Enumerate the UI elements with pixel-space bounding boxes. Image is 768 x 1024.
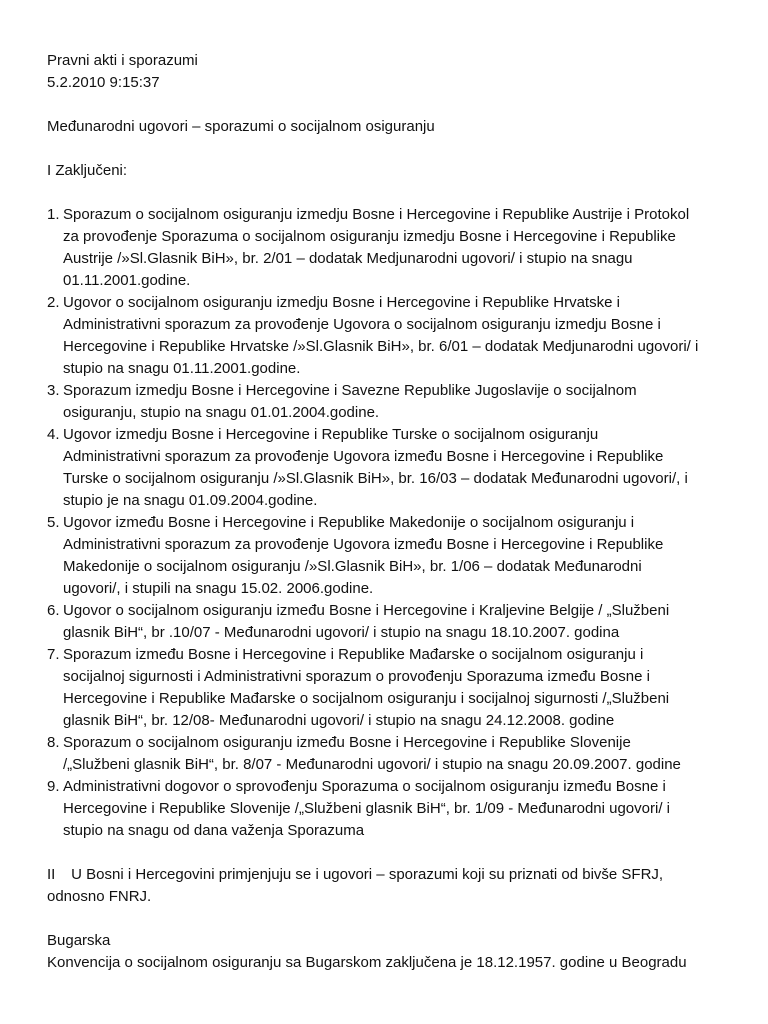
treaty-item-line: Sporazum između Bosne i Hercegovine i Republike Mađarske o socijalnom osiguranju i bbox=[63, 646, 644, 663]
treaty-item-number: 7. bbox=[47, 646, 60, 663]
treaty-item-line: Sporazum izmedju Bosne i Hercegovine i Savezne Republike Jugoslavije o socijalnom bbox=[63, 382, 637, 399]
treaty-item-number: 9. bbox=[47, 778, 60, 795]
treaty-item-line: Makedonije o socijalnom osiguranju /»Sl.Glasnik BiH», br. 1/06 – dodatak Međunarodni bbox=[63, 558, 642, 575]
section-recognized-text-line2: odnosno FNRJ. bbox=[47, 888, 152, 905]
treaty-item bbox=[47, 776, 737, 842]
treaty-item bbox=[47, 644, 737, 732]
treaty-item-number: 6. bbox=[47, 602, 60, 619]
document-datetime: 5.2.2010 9:15:37 bbox=[47, 74, 160, 91]
treaty-item-line: Ugovor izmedju Bosne i Hercegovine i Republike Turske o socijalnom osiguranju bbox=[63, 426, 599, 443]
treaty-item-line: Administrativni dogovor o sprovođenju Sporazuma o socijalnom osiguranju između Bosne i bbox=[63, 778, 666, 795]
treaty-item-line: glasnik BiH“, br. 12/08- Međunarodni ugovori/ i stupio na snagu 24.12.2008. godine bbox=[63, 712, 615, 729]
treaty-item bbox=[47, 292, 737, 380]
treaty-item-text bbox=[63, 732, 737, 776]
treaty-item-text bbox=[63, 776, 737, 842]
treaty-item-line: stupio na snagu od dana važenja Sporazuma bbox=[63, 822, 365, 839]
treaty-item-line: Administrativni sporazum za provođenje Ugovora između Bosne i Hercegovine i Republike bbox=[63, 536, 664, 553]
treaty-item-line: Ugovor između Bosne i Hercegovine i Republike Makedonije o socijalnom osiguranju i bbox=[63, 514, 635, 531]
treaty-list bbox=[47, 204, 737, 842]
section-recognized-text-line1: U Bosni i Hercegovini primjenjuju se i ugovori – sporazumi koji su priznati od bivše SFRJ, bbox=[71, 866, 664, 883]
treaty-item-line: Austrije /»Sl.Glasnik BiH», br. 2/01 – dodatak Medjunarodni ugovori/ i stupio na snagu bbox=[63, 250, 633, 267]
document-title: Međunarodni ugovori – sporazumi o socijalnom osiguranju bbox=[47, 118, 435, 135]
document-page bbox=[47, 50, 737, 974]
treaty-item-line: Administrativni sporazum za provođenje Ugovora o socijalnom osiguranju izmedju Bosne i bbox=[63, 316, 661, 333]
treaty-item-number: 4. bbox=[47, 426, 60, 443]
treaty-item-line: Sporazum o socijalnom osiguranju izmedju Bosne i Hercegovine i Republike Austrije i Protokol bbox=[63, 206, 690, 223]
treaty-item bbox=[47, 424, 737, 512]
treaty-item bbox=[47, 512, 737, 600]
country-heading: Bugarska bbox=[47, 932, 111, 949]
treaty-item-line: Hercegovine i Republike Hrvatske /»Sl.Glasnik BiH», br. 6/01 – dodatak Medjunarodni ugovori/ i bbox=[63, 338, 699, 355]
treaty-item-line: stupio na snagu 01.11.2001.godine. bbox=[63, 360, 301, 377]
treaty-item-line: glasnik BiH“, br .10/07 - Međunarodni ugovori/ i stupio na snagu 18.10.2007. godina bbox=[63, 624, 620, 641]
treaty-item-text bbox=[63, 512, 737, 600]
country-convention-text: Konvencija o socijalnom osiguranju sa Bugarskom zaključena je 18.12.1957. godine u Beogradu bbox=[47, 954, 687, 971]
treaty-item-number: 2. bbox=[47, 294, 60, 311]
treaty-item-text bbox=[63, 600, 737, 644]
treaty-item-line: Ugovor o socijalnom osiguranju između Bosne i Hercegovine i Kraljevine Belgije / „Službeni bbox=[63, 602, 670, 619]
spacer bbox=[47, 138, 737, 160]
section-heading-concluded: I Zaključeni: bbox=[47, 162, 128, 179]
treaty-item-line: Hercegovine i Republike Slovenije /„Službeni glasnik BiH“, br. 1/09 - Međunarodni ugovori/ i bbox=[63, 800, 670, 817]
spacer bbox=[47, 908, 737, 930]
document-category: Pravni akti i sporazumi bbox=[47, 52, 198, 69]
treaty-item-line: Sporazum o socijalnom osiguranju između Bosne i Hercegovine i Republike Slovenije bbox=[63, 734, 631, 751]
treaty-item-text bbox=[63, 292, 737, 380]
treaty-item bbox=[47, 204, 737, 292]
treaty-item-line: /„Službeni glasnik BiH“, br. 8/07 - Međunarodni ugovori/ i stupio na snagu 20.09.2007. godine bbox=[63, 756, 681, 773]
spacer bbox=[47, 182, 737, 204]
treaty-item-number: 8. bbox=[47, 734, 60, 751]
treaty-item-line: Ugovor o socijalnom osiguranju izmedju Bosne i Hercegovine i Republike Hrvatske i bbox=[63, 294, 620, 311]
treaty-item-line: 01.11.2001.godine. bbox=[63, 272, 191, 289]
treaty-item-line: socijalnoj sigurnosti i Administrativni sporazum o provođenju Sporazuma između Bosne i bbox=[63, 668, 650, 685]
treaty-item-line: Hercegovine i Republike Mađarske o socijalnom osiguranju i socijalnoj sigurnosti /„Službeni bbox=[63, 690, 670, 707]
treaty-item-line: za provođenje Sporazuma o socijalnom osiguranju izmedju Bosne i Hercegovine i Republike bbox=[63, 228, 676, 245]
section-roman-numeral: II bbox=[47, 866, 56, 883]
treaty-item-text bbox=[63, 424, 737, 512]
treaty-item-line: Turske o socijalnom osiguranju /»Sl.Glasnik BiH», br. 16/03 – dodatak Međunarodni ugovori/, i bbox=[63, 470, 688, 487]
treaty-item-number: 1. bbox=[47, 206, 60, 223]
treaty-item bbox=[47, 600, 737, 644]
treaty-item-line: osiguranju, stupio na snagu 01.01.2004.godine. bbox=[63, 404, 380, 421]
treaty-item-line: ugovori/, i stupili na snagu 15.02. 2006.godine. bbox=[63, 580, 374, 597]
treaty-item-number: 3. bbox=[47, 382, 60, 399]
treaty-item-line: stupio je na snagu 01.09.2004.godine. bbox=[63, 492, 318, 509]
treaty-item bbox=[47, 732, 737, 776]
treaty-item bbox=[47, 380, 737, 424]
spacer bbox=[47, 94, 737, 116]
treaty-item-text bbox=[63, 380, 737, 424]
treaty-item-text bbox=[63, 204, 737, 292]
treaty-item-number: 5. bbox=[47, 514, 60, 531]
section-recognized-treaties bbox=[47, 864, 737, 908]
spacer bbox=[47, 842, 737, 864]
treaty-item-line: Administrativni sporazum za provođenje Ugovora između Bosne i Hercegovine i Republike bbox=[63, 448, 664, 465]
treaty-item-text bbox=[63, 644, 737, 732]
